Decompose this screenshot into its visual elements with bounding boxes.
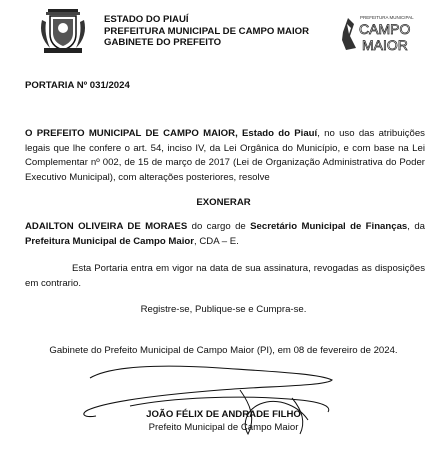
- place-date: Gabinete do Prefeito Municipal de Campo Maior (PI), em 08 de fevereiro de 2024.: [49, 345, 398, 356]
- header-state: ESTADO DO PIAUÍ: [104, 14, 189, 25]
- portaria-title: PORTARIA Nº 031/2024: [25, 80, 130, 91]
- exonerated-name: ADAILTON OLIVEIRA DE MORAES: [25, 221, 188, 232]
- vigor-paragraph: Esta Portaria entra em vigor na data de sua assinatura, revogadas as disposições em contrario.: [25, 263, 425, 289]
- exoneration-text-3: , CDA – E.: [194, 235, 239, 247]
- cargo: Secretário Municipal de Finanças: [250, 221, 408, 232]
- signer-title: Prefeito Municipal de Campo Maior: [148, 422, 299, 433]
- logo-top-text: PREFEITURA MUNICIPAL: [360, 15, 414, 20]
- preamble-paragraph: [25, 127, 425, 185]
- signer-block: [0, 408, 447, 434]
- brasao-piaui-icon: [36, 8, 90, 56]
- logo-maior: MAIOR: [362, 37, 408, 53]
- signer-name: JOÃO FÉLIX DE ANDRADE FILHO: [146, 409, 301, 420]
- preamble-bold: O PREFEITO MUNICIPAL DE CAMPO MAIOR, Estado do Piauí: [25, 128, 318, 139]
- campo-maior-logo: [340, 10, 440, 54]
- header-text: [104, 14, 309, 49]
- orgao: Prefeitura Municipal de Campo Maior: [25, 235, 194, 247]
- exoneration-paragraph: [25, 220, 425, 249]
- preamble-text: , no uso das atribuições legais que lhe confere o art. 54, inciso IV, da Lei Orgânica do Município, e com base na Lei Complementar nº 002, de 15 de março de 2017 (Lei de Organização Administrativa do Poder Executivo Municipal), com alterações posteriores, resolve: [25, 128, 425, 183]
- exoneration-text-2: , da: [407, 221, 425, 232]
- header-gabinete: GABINETE DO PREFEITO: [104, 37, 222, 48]
- exoneration-text-1: do cargo de: [187, 221, 251, 232]
- closing-text: Registre-se, Publique-se e Cumpra-se.: [140, 304, 307, 315]
- header-prefeitura: PREFEITURA MUNICIPAL DE CAMPO MAIOR: [104, 25, 310, 37]
- logo-campo: CAMPO: [359, 21, 411, 37]
- action-heading: EXONERAR: [196, 197, 251, 208]
